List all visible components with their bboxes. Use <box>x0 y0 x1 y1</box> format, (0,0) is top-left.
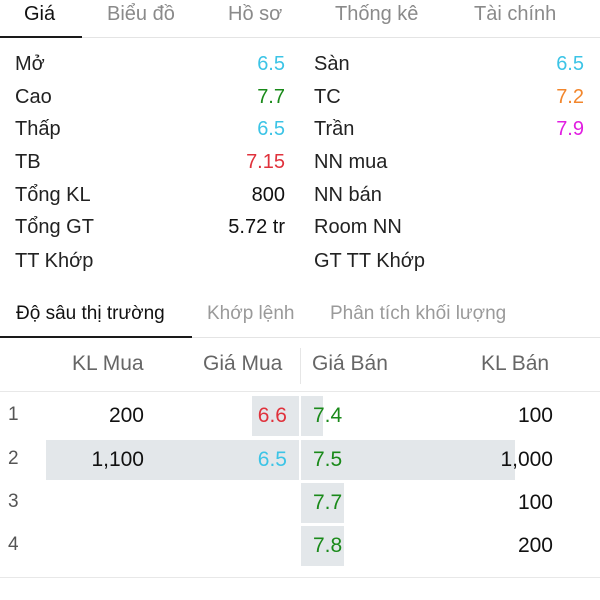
tab-bieu-do[interactable]: Biểu đồ <box>107 3 175 25</box>
tab-phan-tich-khoi-luong[interactable]: Phân tích khối lượng <box>330 303 507 324</box>
info-row-thap <box>15 118 285 148</box>
info-value: 800 <box>251 184 285 206</box>
order-row[interactable] <box>0 526 600 566</box>
top-tab-bar <box>0 0 600 38</box>
info-row-room-nn <box>314 216 584 246</box>
info-value: 7.9 <box>556 118 584 140</box>
active-tab-indicator <box>0 36 82 38</box>
header-kl-ban: KL Bán <box>481 352 550 375</box>
info-label: Cao <box>15 86 52 108</box>
gia-ban-cell[interactable]: 7.8 <box>313 534 343 557</box>
info-label: Tổng GT <box>15 216 94 238</box>
tab-thong-ke[interactable]: Thống kê <box>335 3 419 25</box>
info-value: 6.5 <box>257 53 285 75</box>
info-row-tong-kl <box>15 184 285 214</box>
info-value: 7.2 <box>556 86 584 108</box>
info-row-tong-gt <box>15 216 285 246</box>
info-value: 7.15 <box>246 151 285 173</box>
info-row-mo <box>15 53 285 83</box>
row-index: 2 <box>8 448 19 469</box>
footer-divider <box>0 577 600 578</box>
info-label: GT TT Khớp <box>314 250 425 272</box>
order-row[interactable] <box>0 440 600 480</box>
info-row-nn-mua <box>314 151 584 181</box>
info-value: 6.5 <box>556 53 584 75</box>
info-row-tran <box>314 118 584 148</box>
info-label: Room NN <box>314 216 402 238</box>
info-label: NN mua <box>314 151 388 173</box>
info-label: TT Khớp <box>15 250 94 272</box>
gia-ban-cell[interactable]: 7.5 <box>313 448 343 471</box>
info-label: Mở <box>15 53 45 75</box>
info-value: 7.7 <box>257 86 285 108</box>
row-index: 1 <box>8 404 19 425</box>
tab-gia[interactable]: Giá <box>24 3 56 25</box>
info-label: Thấp <box>15 118 61 140</box>
kl-ban-cell: 100 <box>517 491 553 514</box>
info-row-gt-tt-khop <box>314 250 584 280</box>
order-row[interactable] <box>0 396 600 436</box>
gia-ban-cell[interactable]: 7.7 <box>313 491 343 514</box>
gia-mua-cell[interactable]: 6.6 <box>257 404 287 427</box>
kl-mua-cell: 200 <box>108 404 144 427</box>
tab-khop-lenh[interactable]: Khớp lệnh <box>207 303 295 324</box>
kl-ban-cell: 100 <box>517 404 553 427</box>
tab-ho-so[interactable]: Hồ sơ <box>228 3 283 25</box>
info-label: Trần <box>314 118 355 140</box>
kl-ban-cell: 1,000 <box>500 448 553 471</box>
header-gia-mua: Giá Mua <box>203 352 283 375</box>
active-sub-tab-indicator <box>0 336 192 338</box>
info-label: TB <box>15 151 41 173</box>
info-row-tc <box>314 86 584 116</box>
info-label: Sàn <box>314 53 350 75</box>
info-value: 5.72 tr <box>228 216 285 238</box>
row-index: 3 <box>8 491 19 512</box>
header-gia-ban: Giá Bán <box>312 352 388 375</box>
header-kl-mua: KL Mua <box>72 352 144 375</box>
info-value: 6.5 <box>257 118 285 140</box>
order-row[interactable] <box>0 483 600 523</box>
column-divider <box>300 348 301 384</box>
info-label: TC <box>314 86 341 108</box>
gia-mua-cell[interactable]: 6.5 <box>257 448 287 471</box>
info-row-tb <box>15 151 285 181</box>
tab-do-sau-thi-truong[interactable]: Độ sâu thị trường <box>16 303 165 324</box>
info-row-nn-ban <box>314 184 584 214</box>
info-row-tt-khop <box>15 250 285 280</box>
row-index: 4 <box>8 534 19 555</box>
kl-mua-cell: 1,100 <box>91 448 144 471</box>
sub-tab-bar <box>0 292 600 338</box>
info-row-cao <box>15 86 285 116</box>
gia-ban-cell[interactable]: 7.4 <box>313 404 343 427</box>
info-label: Tổng KL <box>15 184 91 206</box>
info-row-san <box>314 53 584 83</box>
kl-ban-cell: 200 <box>517 534 553 557</box>
header-divider <box>0 391 600 392</box>
tab-tai-chinh[interactable]: Tài chính <box>474 3 557 25</box>
info-label: NN bán <box>314 184 382 206</box>
